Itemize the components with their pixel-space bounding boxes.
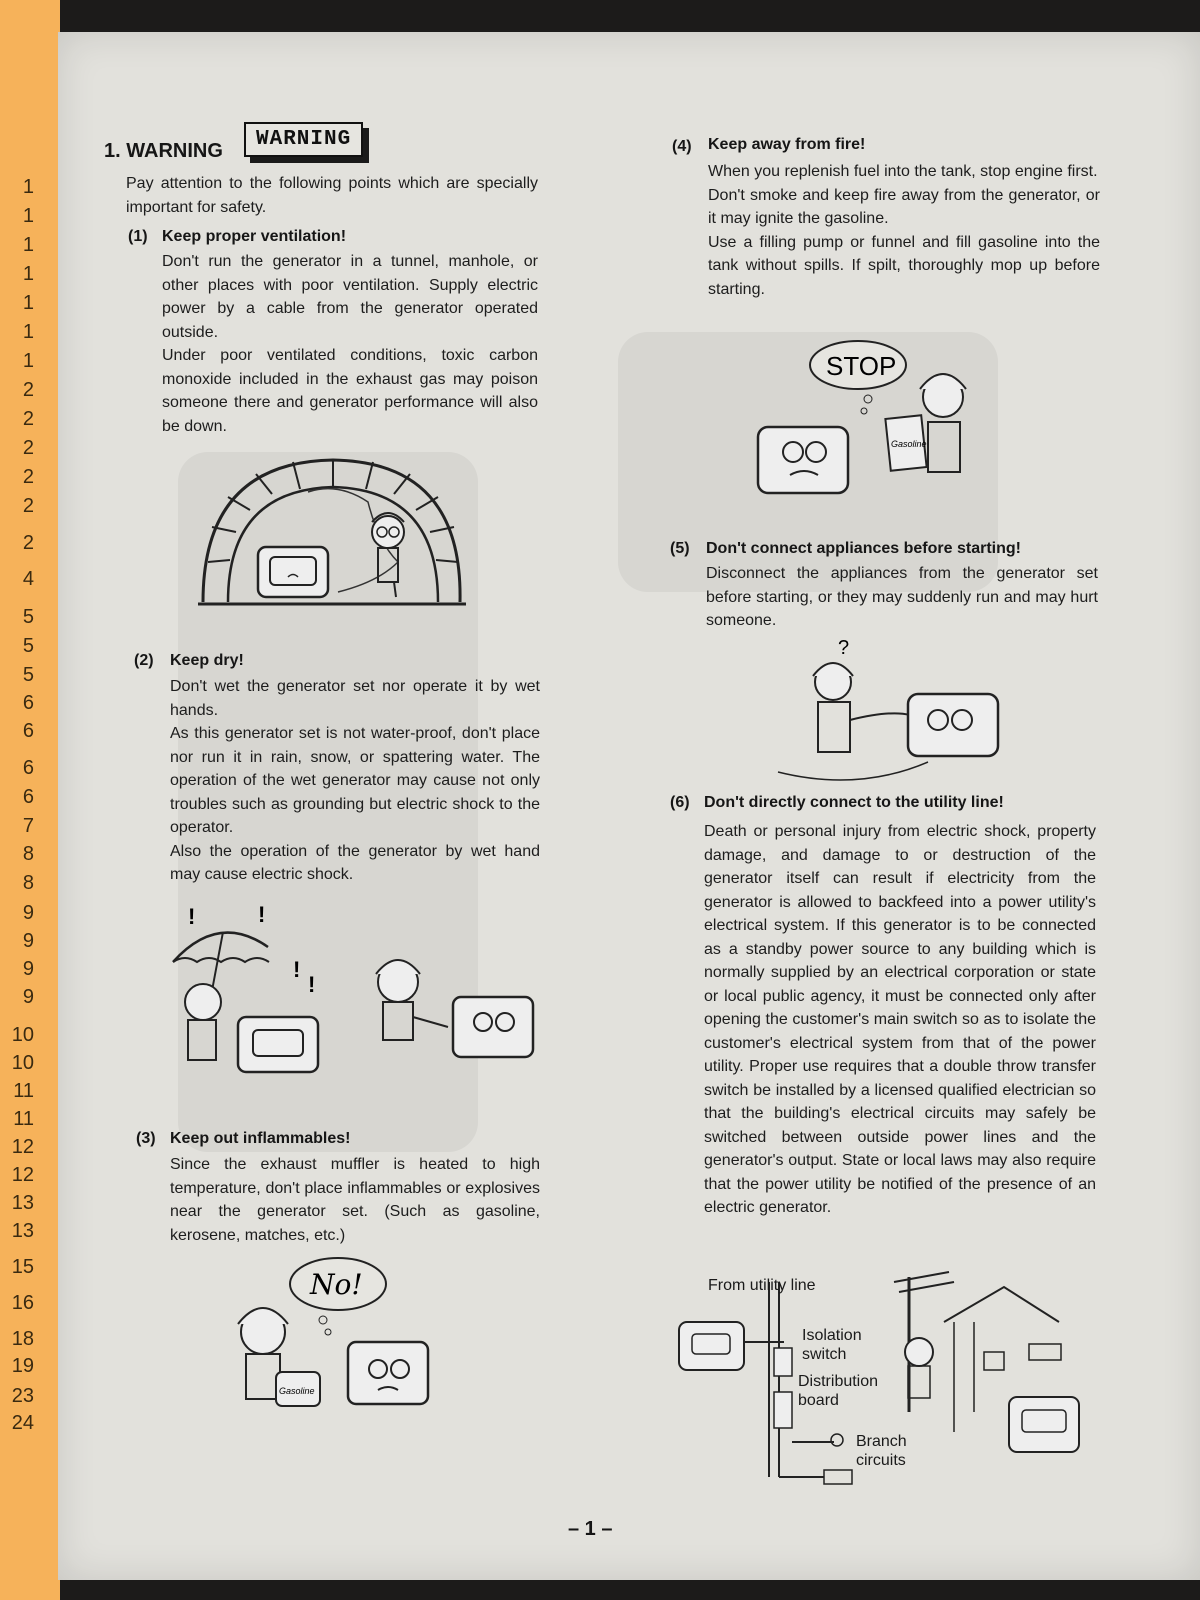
toc-page-number: 1 <box>22 205 34 227</box>
toc-page-number: 13 <box>11 1192 34 1214</box>
toc-page-number: 11 <box>13 1108 34 1130</box>
toc-page-number: 6 <box>22 757 34 779</box>
inflammables-illustration <box>228 1254 488 1414</box>
section-1-title: Keep proper ventilation! <box>162 228 347 245</box>
section-2-number: (2) <box>134 652 154 669</box>
section-4-number: (4) <box>672 138 692 155</box>
toc-page-number: 2 <box>22 437 34 459</box>
toc-page-number: 1 <box>22 234 34 256</box>
svg-text:?: ? <box>838 637 850 659</box>
svg-text:!: ! <box>258 902 266 927</box>
toc-page-number: 6 <box>22 786 34 808</box>
tunnel-illustration <box>198 452 468 612</box>
toc-page-number: 2 <box>22 408 34 430</box>
toc-page-number: 1 <box>22 176 34 198</box>
section-5-body: Disconnect the appliances from the generator set before starting, or they may suddenly run and may hurt someone. <box>706 565 1098 629</box>
toc-page-number: 6 <box>22 692 34 714</box>
svg-text:Gasoline: Gasoline <box>891 439 927 449</box>
toc-page-number: 5 <box>22 664 34 686</box>
intro-text: Pay attention to the following points which are specially important for safety. <box>126 175 538 216</box>
toc-page-number: 5 <box>22 635 34 657</box>
toc-page-number: 12 <box>11 1164 34 1186</box>
section-1-body: Don't run the generator in a tunnel, manhole, or other places with poor ventilation. Supply electric power by a cable from the generator operated outside. Under poor ventilated conditions, toxic carbon monoxide included in the exhaust gas may poison someone there and generator performance will also be down. <box>162 253 538 435</box>
toc-page-number: 10 <box>11 1024 34 1046</box>
fire-illustration <box>748 337 988 507</box>
label-isolation-switch: Isolation switch <box>802 1327 862 1363</box>
toc-page-number: 2 <box>22 466 34 488</box>
svg-text:!: ! <box>188 904 196 929</box>
keep-dry-illustration <box>168 902 548 1082</box>
toc-page-number: 8 <box>22 843 34 865</box>
section-2-body: Don't wet the generator set nor operate it by wet hands. As this generator set is not water-proof, don't place nor run it in rain, snow, or spattering water. The operation of the wet generator may cause not only troubles such as grounding but electric shock to the operator. Also the operation of the generator by wet hand may cause electric shock. <box>170 678 540 883</box>
toc-page-number: 7 <box>22 815 34 837</box>
toc-page-number: 19 <box>11 1355 34 1377</box>
label-from-utility-line: From utility line <box>708 1277 816 1294</box>
warning-badge: WARNING <box>244 122 363 157</box>
toc-page-number: 9 <box>22 958 34 980</box>
section-3-number: (3) <box>136 1130 156 1147</box>
section-1-number: (1) <box>128 228 148 245</box>
toc-page-number: 16 <box>11 1292 34 1314</box>
manual-page <box>58 32 1200 1580</box>
toc-page-number: 4 <box>22 568 34 590</box>
svg-text:STOP: STOP <box>826 351 897 381</box>
toc-page-number: 9 <box>22 902 34 924</box>
svg-text:!: ! <box>293 957 301 982</box>
toc-page-number: 12 <box>11 1136 34 1158</box>
section-4-body: When you replenish fuel into the tank, stop engine first. Don't smoke and keep fire away from the generator, or it may ignite the gasoline. Use a filling pump or funnel and fill gasoline into the tank without spills. If spilt, thoroughly mop up before starting. <box>708 163 1100 298</box>
section-2-title: Keep dry! <box>170 652 244 669</box>
section-5-number: (5) <box>670 540 690 557</box>
toc-page-number: 1 <box>22 350 34 372</box>
section-6-body: Death or personal injury from electric shock, property damage, and damage to or destruction of the generator itself can result if electricity from the generator is allowed to backfeed into a power utility's electrical system. If this generator is to be connected as a standby power source to any building which is normally supplied by an electrical corporation or state or local public agency, it must be connected only after opening the customer's main switch so as to isolate the customer's electrical system from that of the power utility. Proper use requires that a double throw transfer switch be installed by a licensed qualified electrician so that the building's electrical circuits may safely be switched between outside power lines and the generator's output. State or local laws may also require that the power utility be notified of the presence of an electric generator. <box>704 823 1096 1216</box>
toc-page-number: 2 <box>22 495 34 517</box>
section-heading: 1. WARNING <box>104 140 223 162</box>
page-number: – 1 – <box>568 1518 613 1540</box>
section-4-title: Keep away from fire! <box>708 136 866 153</box>
section-6-title: Don't directly connect to the utility line! <box>704 794 1004 811</box>
section-6-number: (6) <box>670 794 690 811</box>
toc-page-number: 9 <box>22 986 34 1008</box>
section-3-title: Keep out inflammables! <box>170 1130 351 1147</box>
toc-page-number: 24 <box>11 1412 34 1434</box>
label-branch-circuits: Branch circuits <box>856 1433 907 1469</box>
toc-page-number: 10 <box>11 1052 34 1074</box>
toc-page-number: 11 <box>13 1080 34 1102</box>
toc-page-number: 1 <box>22 292 34 314</box>
toc-page-number: 2 <box>22 379 34 401</box>
toc-page-number: 23 <box>11 1385 34 1407</box>
toc-page-number: 8 <box>22 872 34 894</box>
svg-text:!: ! <box>308 972 316 997</box>
toc-page-number: 5 <box>22 606 34 628</box>
appliances-illustration <box>758 632 1018 792</box>
toc-page-number: 1 <box>22 263 34 285</box>
toc-page-number: 1 <box>22 321 34 343</box>
toc-page-number: 18 <box>11 1328 34 1350</box>
toc-page-number: 13 <box>11 1220 34 1242</box>
label-distribution-board: Distribution board <box>798 1373 879 1409</box>
svg-text:Gasoline: Gasoline <box>279 1386 315 1396</box>
section-5-title: Don't connect appliances before starting! <box>706 540 1021 557</box>
section-3-body: Since the exhaust muffler is heated to high temperature, don't place inflammables or explosives near the generator set. (Such as gasoline, kerosene, matches, etc.) <box>170 1156 540 1244</box>
toc-page-number: 2 <box>22 532 34 554</box>
svg-text:No!: No! <box>310 1268 363 1301</box>
toc-page-number: 6 <box>22 720 34 742</box>
toc-page-number: 9 <box>22 930 34 952</box>
toc-page-number: 15 <box>11 1256 34 1278</box>
